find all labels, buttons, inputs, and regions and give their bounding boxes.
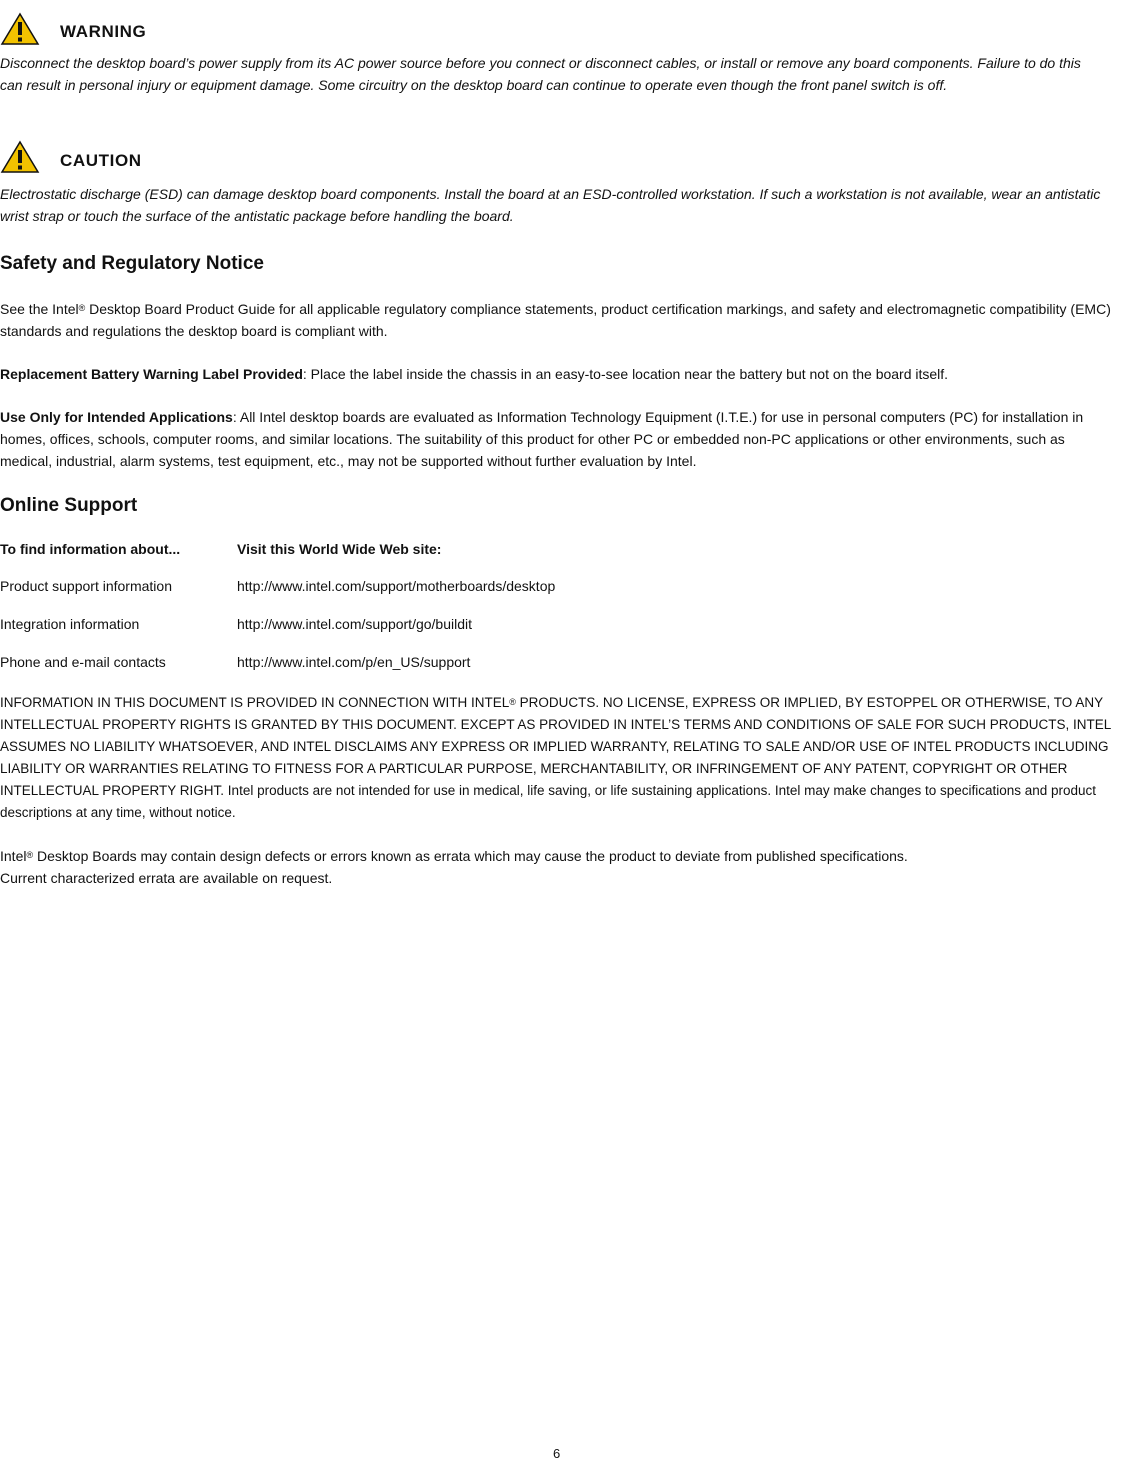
row-topic: Phone and e-mail contacts [0, 654, 166, 670]
registered-mark: ® [78, 303, 86, 313]
header-topic: To find information about... [0, 541, 181, 557]
errata-line-1-text: Desktop Boards may contain design defects or errors known as errata which may cause the product to deviate from published specifications. [33, 848, 908, 864]
intended-use-notice [0, 406, 1118, 472]
battery-label: Replacement Battery Warning Label Provided [0, 366, 303, 382]
battery-notice [0, 363, 1118, 385]
header-site: Visit this World Wide Web site: [237, 541, 442, 557]
registered-mark: ® [509, 697, 516, 707]
row-topic: Product support information [0, 578, 172, 594]
errata-notice [0, 845, 1124, 889]
safety-intro [0, 298, 1118, 342]
safety-intro-pre: See the Intel [0, 301, 79, 317]
intended-use-label: Use Only for Intended Applications [0, 409, 233, 425]
errata-pre: Intel [0, 848, 27, 864]
disclaimer-post: PRODUCTS. NO LICENSE, EXPRESS OR IMPLIED, BY ESTOPPEL OR OTHERWISE, TO ANY INTELLECTUAL PROPERTY RIGHTS IS GRANTED BY THIS DOCUMENT. EXCEPT AS PROVIDED IN INTEL’S TERMS AND CONDITIONS OF SALE FOR SUCH PRODUCTS, INTEL ASSUMES NO LIABILITY WHATSOEVER, AND INTEL DISCLAIMS ANY EXPRESS OR IMPLIED WARRANTY, RELATING TO SALE AND/OR USE OF INTEL PRODUCTS INCLUDING LIABILITY OR WARRANTIES RELATING TO FITNESS FOR A PARTICULAR PURPOSE, MERCHANTABILITY, OR INFRINGEMENT OF ANY PATENT, COPYRIGHT OR OTHER INTELLECTUAL PROPERTY RIGHT. Intel products are not intended for use in medical, life saving, or life sustaining applications. Intel may make changes to specifications and product descriptions at any time, without notice. [0, 695, 1111, 820]
battery-text: : Place the label inside the chassis in an easy-to-see location near the battery but not on the board itself. [302, 366, 949, 382]
intended-use-text: : All Intel desktop boards are evaluated as Information Technology Equipment (I.T.E.) for use in personal computers (PC) for installation in homes, offices, schools, computer rooms, and similar locations. The suitability of this product for other PC or embedded non-PC applications or other environments, such as medical, industrial, alarm systems, test equipment, etc., may not be supported without further evaluation by Intel. [0, 409, 1084, 469]
errata-line-1 [0, 845, 1124, 867]
safety-heading: Safety and Regulatory Notice [0, 253, 264, 274]
caution-title: CAUTION [60, 151, 142, 170]
safety-intro-post: Desktop Board Product Guide for all applicable regulatory compliance statements, product certification markings, and safety and electromagnetic compatibility (EMC) standards and regulations the desktop board is compliant with. [0, 301, 1111, 339]
disclaimer-pre: INFORMATION IN THIS DOCUMENT IS PROVIDED IN CONNECTION WITH INTEL [0, 695, 510, 710]
warning-text: Disconnect the desktop board’s power supply from its AC power source before you connect or disconnect cables, or install or remove any board components. Failure to do this can result in personal injury or equipment damage. Some circuitry on the desktop board can continue to operate even though the front panel switch is off. [0, 55, 1081, 93]
warning-triangle-icon [0, 12, 40, 46]
caution-triangle-icon [0, 140, 40, 174]
registered-mark: ® [26, 850, 34, 860]
page-number: 6 [553, 1446, 561, 1461]
legal-disclaimer [0, 692, 1124, 824]
row-url-link[interactable]: http://www.intel.com/support/motherboards/desktop [237, 578, 556, 594]
row-topic: Integration information [0, 616, 140, 632]
errata-line-2: Current characterized errata are available on request. [0, 870, 333, 886]
row-url-link[interactable]: http://www.intel.com/support/go/buildit [237, 616, 473, 632]
row-url-link[interactable]: http://www.intel.com/p/en_US/support [237, 654, 471, 670]
warning-title: WARNING [60, 22, 147, 41]
caution-text: Electrostatic discharge (ESD) can damage desktop board components. Install the board at an ESD-controlled workstation. If such a workstation is not available, wear an antistatic wrist strap or touch the surface of the antistatic package before handling the board. [0, 186, 1101, 224]
online-support-heading: Online Support [0, 495, 138, 516]
